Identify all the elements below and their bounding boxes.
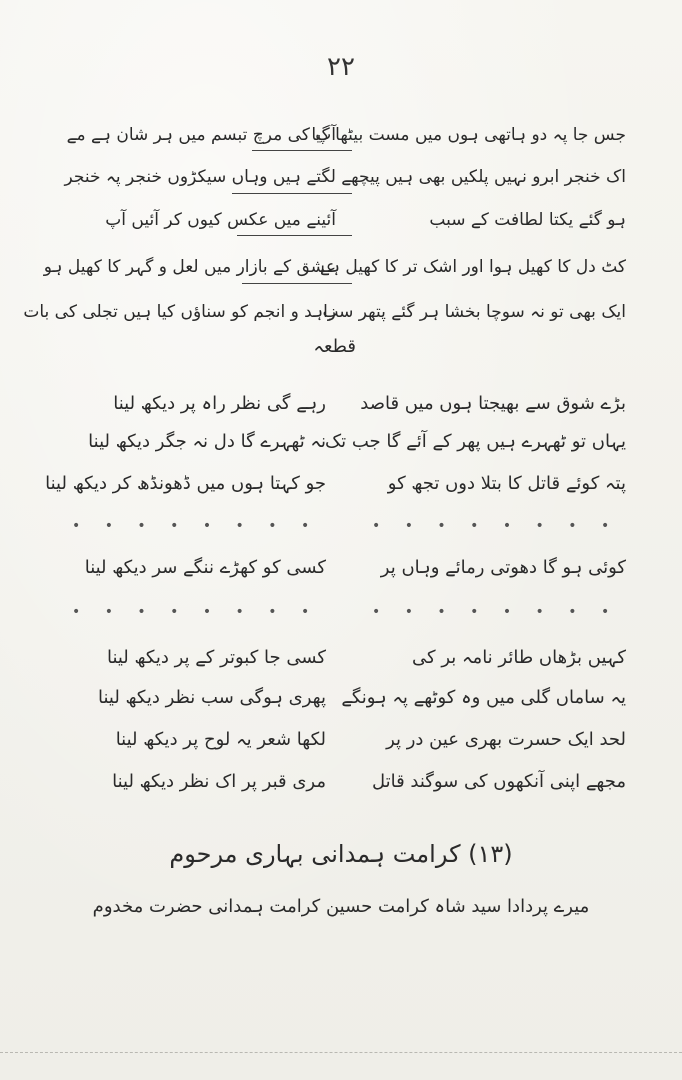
stanza-1-line-1	[56, 386, 626, 422]
couplet-2-first-half: اک خنجر ابرو نہیں پلکیں بھی ہیں پیچھے	[341, 167, 626, 187]
couplet-5-first-half: ایک بھی تو نہ سوچا بخشا ہر گئے پتھر سب	[322, 302, 626, 322]
scan-edge-line	[0, 1052, 682, 1053]
page-number: ۲۲	[327, 52, 355, 82]
stanza-3-line-2-first: یہ ساماں گلی میں وہ کوٹھے پہ ہونگے	[341, 687, 626, 708]
stanza-3-line-2	[56, 680, 626, 716]
underline-4	[242, 283, 352, 284]
couplet-2-second-half: لگتے ہیں وہاں سیکڑوں خنجر پہ خنجر	[64, 167, 336, 187]
stanza-1-line-2-first: یہاں تو ٹھہرے ہیں پھر کے آئے گا جب تک	[325, 431, 626, 452]
couplet-1-first-half: جس جا پہ دو ہاتھی ہوں میں مست بیٹھا گیا	[311, 125, 626, 145]
couplet-4-first-half: کٹ دل کا کھیل ہوا اور اشک تر کا کھیل ہے	[320, 257, 626, 277]
stanza-2-line-1	[56, 550, 626, 586]
stanza-3-line-4-second: مری قبر پر اک نظر دیکھ لینا	[112, 771, 326, 792]
ghazal-couplet-3	[66, 203, 626, 237]
couplet-4-second-half: عشق کے بازار میں لعل و گہر کا کھیل ہو	[43, 257, 336, 277]
underline-3	[237, 235, 352, 236]
qita-label: قطعہ	[313, 336, 356, 357]
stanza-3-line-1	[56, 640, 626, 676]
couplet-3-first-half: ہو گئے یکتا لطافت کے سبب	[429, 210, 626, 230]
dot-separator-right-2: • • • • • • • •	[372, 604, 620, 620]
stanza-1-line-2-second: نہ ٹھہرے گا دل نہ جگر دیکھ لینا	[88, 431, 326, 452]
dot-separator-right: • • • • • • • •	[372, 518, 620, 534]
ghazal-couplet-4	[43, 250, 626, 284]
stanza-3-line-1-first: کہیں بڑھاں طائر نامہ بر کی	[412, 647, 626, 668]
ghazal-couplet-1	[66, 118, 626, 152]
couplet-1-second-half: آپ کی مرچ تبسم میں ہر شان ہے مے	[66, 125, 336, 145]
dot-separator-left: • • • • • • • •	[72, 518, 320, 534]
stanza-1-line-3	[45, 466, 626, 502]
stanza-3-line-4-first: مجھے اپنی آنکھوں کی سوگند قاتل	[371, 771, 626, 792]
poet-heading: (۱۳) کرامت ہمدانی بہاری مرحوم	[169, 840, 513, 868]
ghazal-couplet-2	[66, 160, 626, 194]
stanza-3-line-3-second: لکھا شعر یہ لوح پر دیکھ لینا	[115, 729, 326, 750]
stanza-2-line-1-second: کسی کو کھڑے ننگے سر دیکھ لینا	[84, 557, 326, 578]
dot-separator-left-2: • • • • • • • •	[72, 604, 320, 620]
underline-1	[252, 150, 352, 151]
underline-2	[232, 193, 352, 194]
stanza-3-line-2-second: پھری ہوگی سب نظر دیکھ لینا	[98, 687, 326, 708]
stanza-3-line-1-second: کسی جا کبوتر کے پر دیکھ لینا	[106, 647, 326, 668]
stanza-3-line-3-first: لحد ایک حسرت بھری عین در پر	[386, 729, 626, 750]
couplet-5-second-half: زاہد و انجم کو سناؤں کیا ہیں تجلی کی بات	[23, 302, 336, 322]
stanza-3-line-4	[56, 764, 626, 800]
stanza-1-line-1-first: بڑے شوق سے بھیجتا ہوں میں قاصد	[360, 393, 626, 414]
stanza-2-line-1-first: کوئی ہو گا دھوتی رمائے وہاں پر	[380, 557, 626, 578]
stanza-1-line-3-first: پتہ کوئے قاتل کا بتلا دوں تجھ کو	[387, 473, 626, 494]
stanza-1-line-2	[56, 424, 626, 460]
ghazal-couplet-5	[23, 295, 626, 329]
stanza-1-line-3-second: جو کہتا ہوں میں ڈھونڈھ کر دیکھ لینا	[45, 473, 326, 494]
poet-note: میرے پردادا سید شاہ کرامت حسین کرامت ہمدانی حضرت مخدوم	[92, 896, 590, 917]
stanza-3-line-3	[56, 722, 626, 758]
couplet-3-second-half: آئینے میں عکس کیوں کر آئیں آپ	[105, 210, 336, 230]
stanza-1-line-1-second: رہے گی نظر راہ پر دیکھ لینا	[113, 393, 326, 414]
